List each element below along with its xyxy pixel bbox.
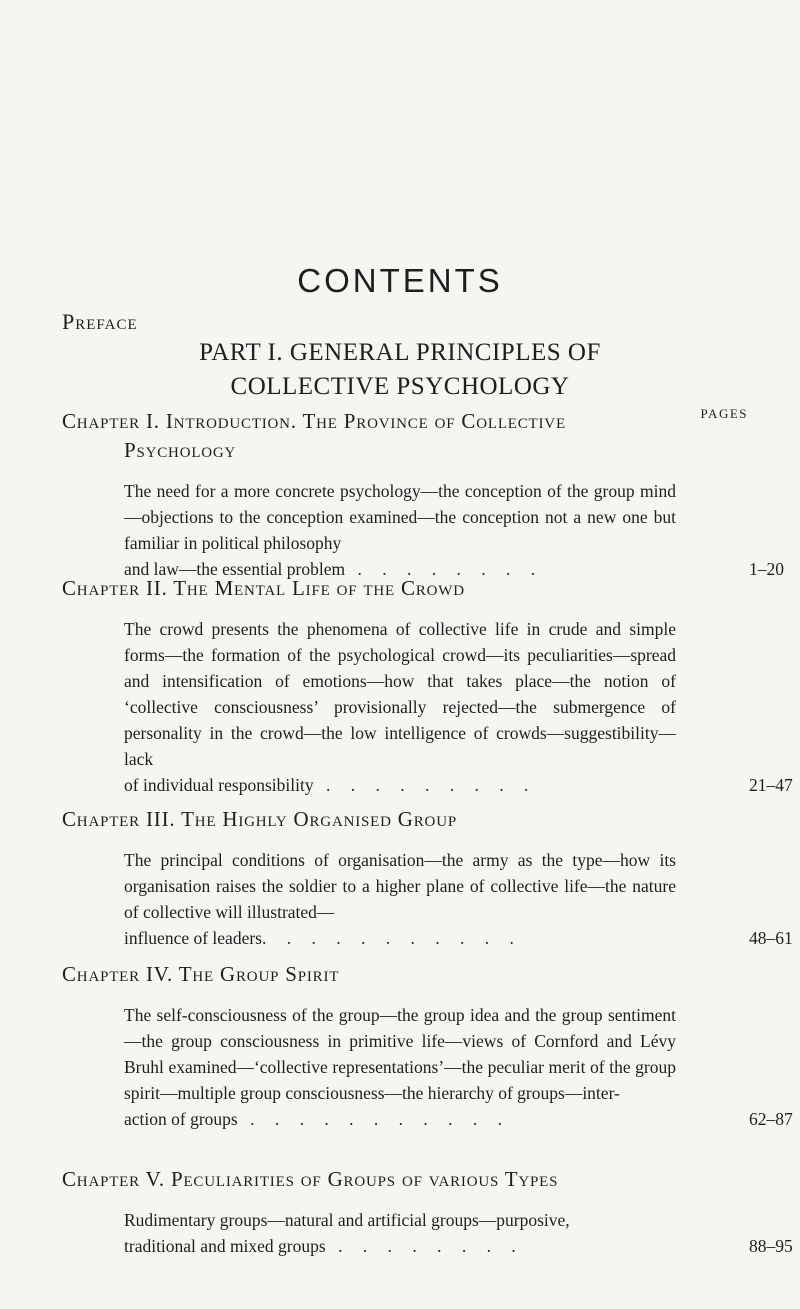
chapter-entry (62, 1165, 793, 1259)
chapter-summary-text: The crowd presents the phenomena of collective life in crude and simple forms—the formation of the psychological crowd—its peculiarities—spread and intensification of emotions—how that takes place—the notion of ‘collective consciousness’ provisionally rejected—the submergence of personality in the crowd—the low intelligence of crowds—suggestibility—lack (124, 619, 676, 769)
chapter-summary (124, 1002, 793, 1132)
chapter-entry (62, 407, 784, 582)
preface-entry: Preface (62, 309, 138, 334)
summary-last-text: traditional and mixed groups (124, 1236, 326, 1256)
chapter-title (62, 1165, 740, 1194)
chapter-entry (62, 805, 793, 951)
chapter-title-line: Chapter II. The Mental Life of the Crowd (62, 576, 465, 600)
chapter-title-line: Chapter IV. The Group Spirit (62, 962, 340, 986)
page-title: CONTENTS (297, 262, 503, 299)
chapter-summary-text: Rudimentary groups—natural and artificial groups—purposive, (124, 1210, 570, 1230)
page-range: 48–61 (749, 928, 793, 948)
chapter-title-line: Chapter V. Peculiarities of Groups of various Types (62, 1167, 559, 1191)
chapter-summary-last-line (124, 925, 676, 951)
page-range: 21–47 (749, 775, 793, 795)
summary-last-text: action of groups (124, 1109, 238, 1129)
part-heading (0, 336, 800, 404)
leader-dots: . . . . . . . . (325, 1236, 524, 1256)
chapter-summary-last-line (124, 1106, 676, 1132)
page-range: 1–20 (749, 559, 784, 579)
chapter-summary-text: The self-consciousness of the group—the group idea and the group sentiment—the group consciousness in primitive life—views of Cornford and Lévy Bruhl examined—‘collective representations’—the peculiar merit of the group spirit—multiple group consciousness—the hierarchy of groups—inter- (124, 1005, 676, 1103)
chapter-title (62, 805, 740, 834)
chapter-title-line: Chapter III. The Highly Organised Group (62, 807, 457, 831)
chapter-summary (124, 478, 784, 582)
leader-dots: . . . . . . . . . (313, 775, 537, 795)
summary-last-text: influence of leaders (124, 928, 262, 948)
leader-dots: . . . . . . . . (345, 559, 544, 579)
chapter-entry (62, 960, 793, 1132)
page-range: 62–87 (749, 1109, 793, 1129)
chapter-summary-text: The need for a more concrete psychology—the conception of the group mind—objections to the conception examined—the conception not a new one but familiar in political philosophy (124, 481, 676, 553)
chapter-summary (124, 1207, 793, 1259)
chapter-title-continuation: Psychology (124, 438, 237, 462)
chapter-summary (124, 616, 793, 798)
chapter-title (62, 960, 740, 989)
leader-dots: . . . . . . . . . . . (237, 1109, 510, 1129)
summary-last-text: and law—the essential problem (124, 559, 346, 579)
leader-dots: . . . . . . . . . . . (261, 928, 522, 948)
chapter-entry (62, 574, 793, 798)
chapter-title (62, 407, 740, 465)
chapter-summary-last-line (124, 1233, 676, 1259)
chapter-summary (124, 847, 793, 951)
part-heading-line-1: PART I. GENERAL PRINCIPLES OF (199, 339, 601, 366)
pages-column-label: PAGES (700, 406, 748, 421)
summary-last-text: of individual responsibility (124, 775, 314, 795)
chapter-summary-last-line (124, 772, 676, 798)
chapter-title (62, 574, 740, 603)
chapter-title-line: Chapter I. Introduction. The Province of Collective (62, 409, 566, 433)
page-range: 88–95 (749, 1236, 793, 1256)
part-heading-line-2: COLLECTIVE PSYCHOLOGY (230, 373, 570, 400)
chapter-summary-text: The principal conditions of organisation—the army as the type—how its organisation raises the soldier to a higher plane of collective life—the nature of collective will illustrated— (124, 850, 676, 922)
